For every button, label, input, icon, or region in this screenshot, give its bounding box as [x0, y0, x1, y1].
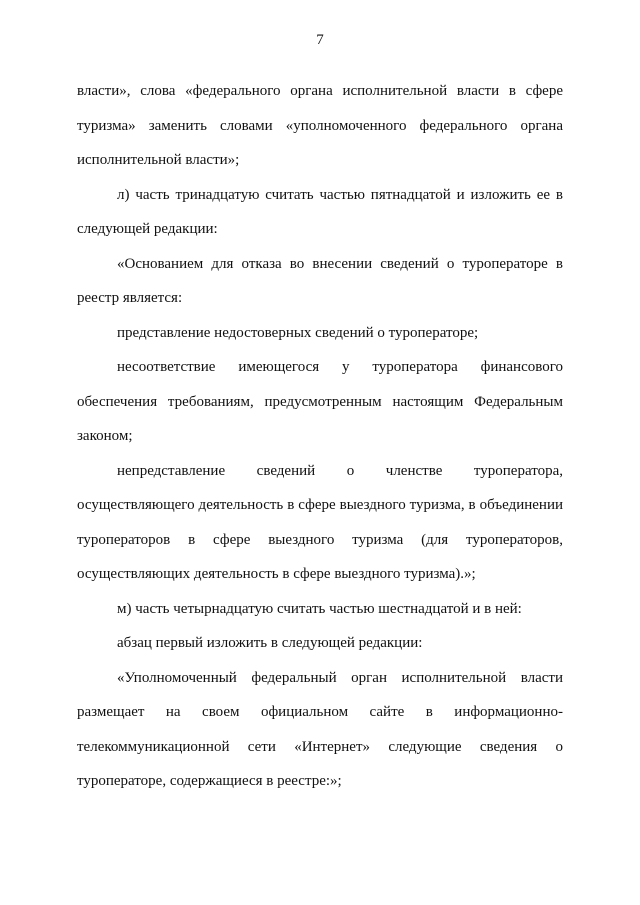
document-body — [77, 74, 563, 799]
text-line: осуществляющих деятельность в сфере выездного туризма).»; — [77, 566, 476, 582]
text-line: законом; — [77, 428, 133, 444]
text-line: несоответствие имеющегося у туроператора финансового — [117, 359, 563, 375]
text-line: абзац первый изложить в следующей редакции: — [117, 635, 423, 651]
paragraph — [77, 247, 563, 316]
paragraph — [77, 626, 563, 661]
text-line: туроператоре, содержащиеся в реестре:»; — [77, 773, 342, 789]
paragraph — [77, 661, 563, 799]
text-line: обеспечения требованиям, предусмотренным настоящим Федеральным — [77, 393, 563, 410]
text-line: реестр является: — [77, 290, 183, 306]
paragraph — [77, 178, 563, 247]
paragraph — [77, 454, 563, 592]
text-line: телекоммуникационной сети «Интернет» следующие сведения о — [77, 738, 563, 755]
text-line: исполнительной власти»; — [77, 152, 240, 168]
text-line: непредставление сведений о членстве туроператора, — [117, 462, 563, 479]
text-line: осуществляющего деятельность в сфере выездного туризма, в объединении — [77, 497, 563, 513]
text-line: «Основанием для отказа во внесении сведений о туроператоре в — [117, 255, 563, 272]
paragraph — [77, 316, 563, 351]
paragraph — [77, 350, 563, 454]
text-line: л) часть тринадцатую считать частью пятнадцатой и изложить ее в — [117, 186, 563, 203]
text-line: туроператоров в сфере выездного туризма (для туроператоров, — [77, 531, 563, 548]
text-line: размещает на своем официальном сайте в информационно- — [77, 704, 563, 720]
text-line: туризма» заменить словами «уполномоченного федерального органа — [77, 117, 563, 134]
paragraph — [77, 74, 563, 178]
page-number: 7 — [316, 32, 324, 48]
text-line: «Уполномоченный федеральный орган исполнительной власти — [117, 669, 563, 686]
text-line: следующей редакции: — [77, 221, 218, 237]
text-line: власти», слова «федерального органа исполнительной власти в сфере — [77, 83, 563, 99]
paragraph — [77, 592, 563, 627]
text-line: представление недостоверных сведений о туроператоре; — [117, 324, 479, 341]
text-line: м) часть четырнадцатую считать частью шестнадцатой и в ней: — [117, 600, 522, 617]
